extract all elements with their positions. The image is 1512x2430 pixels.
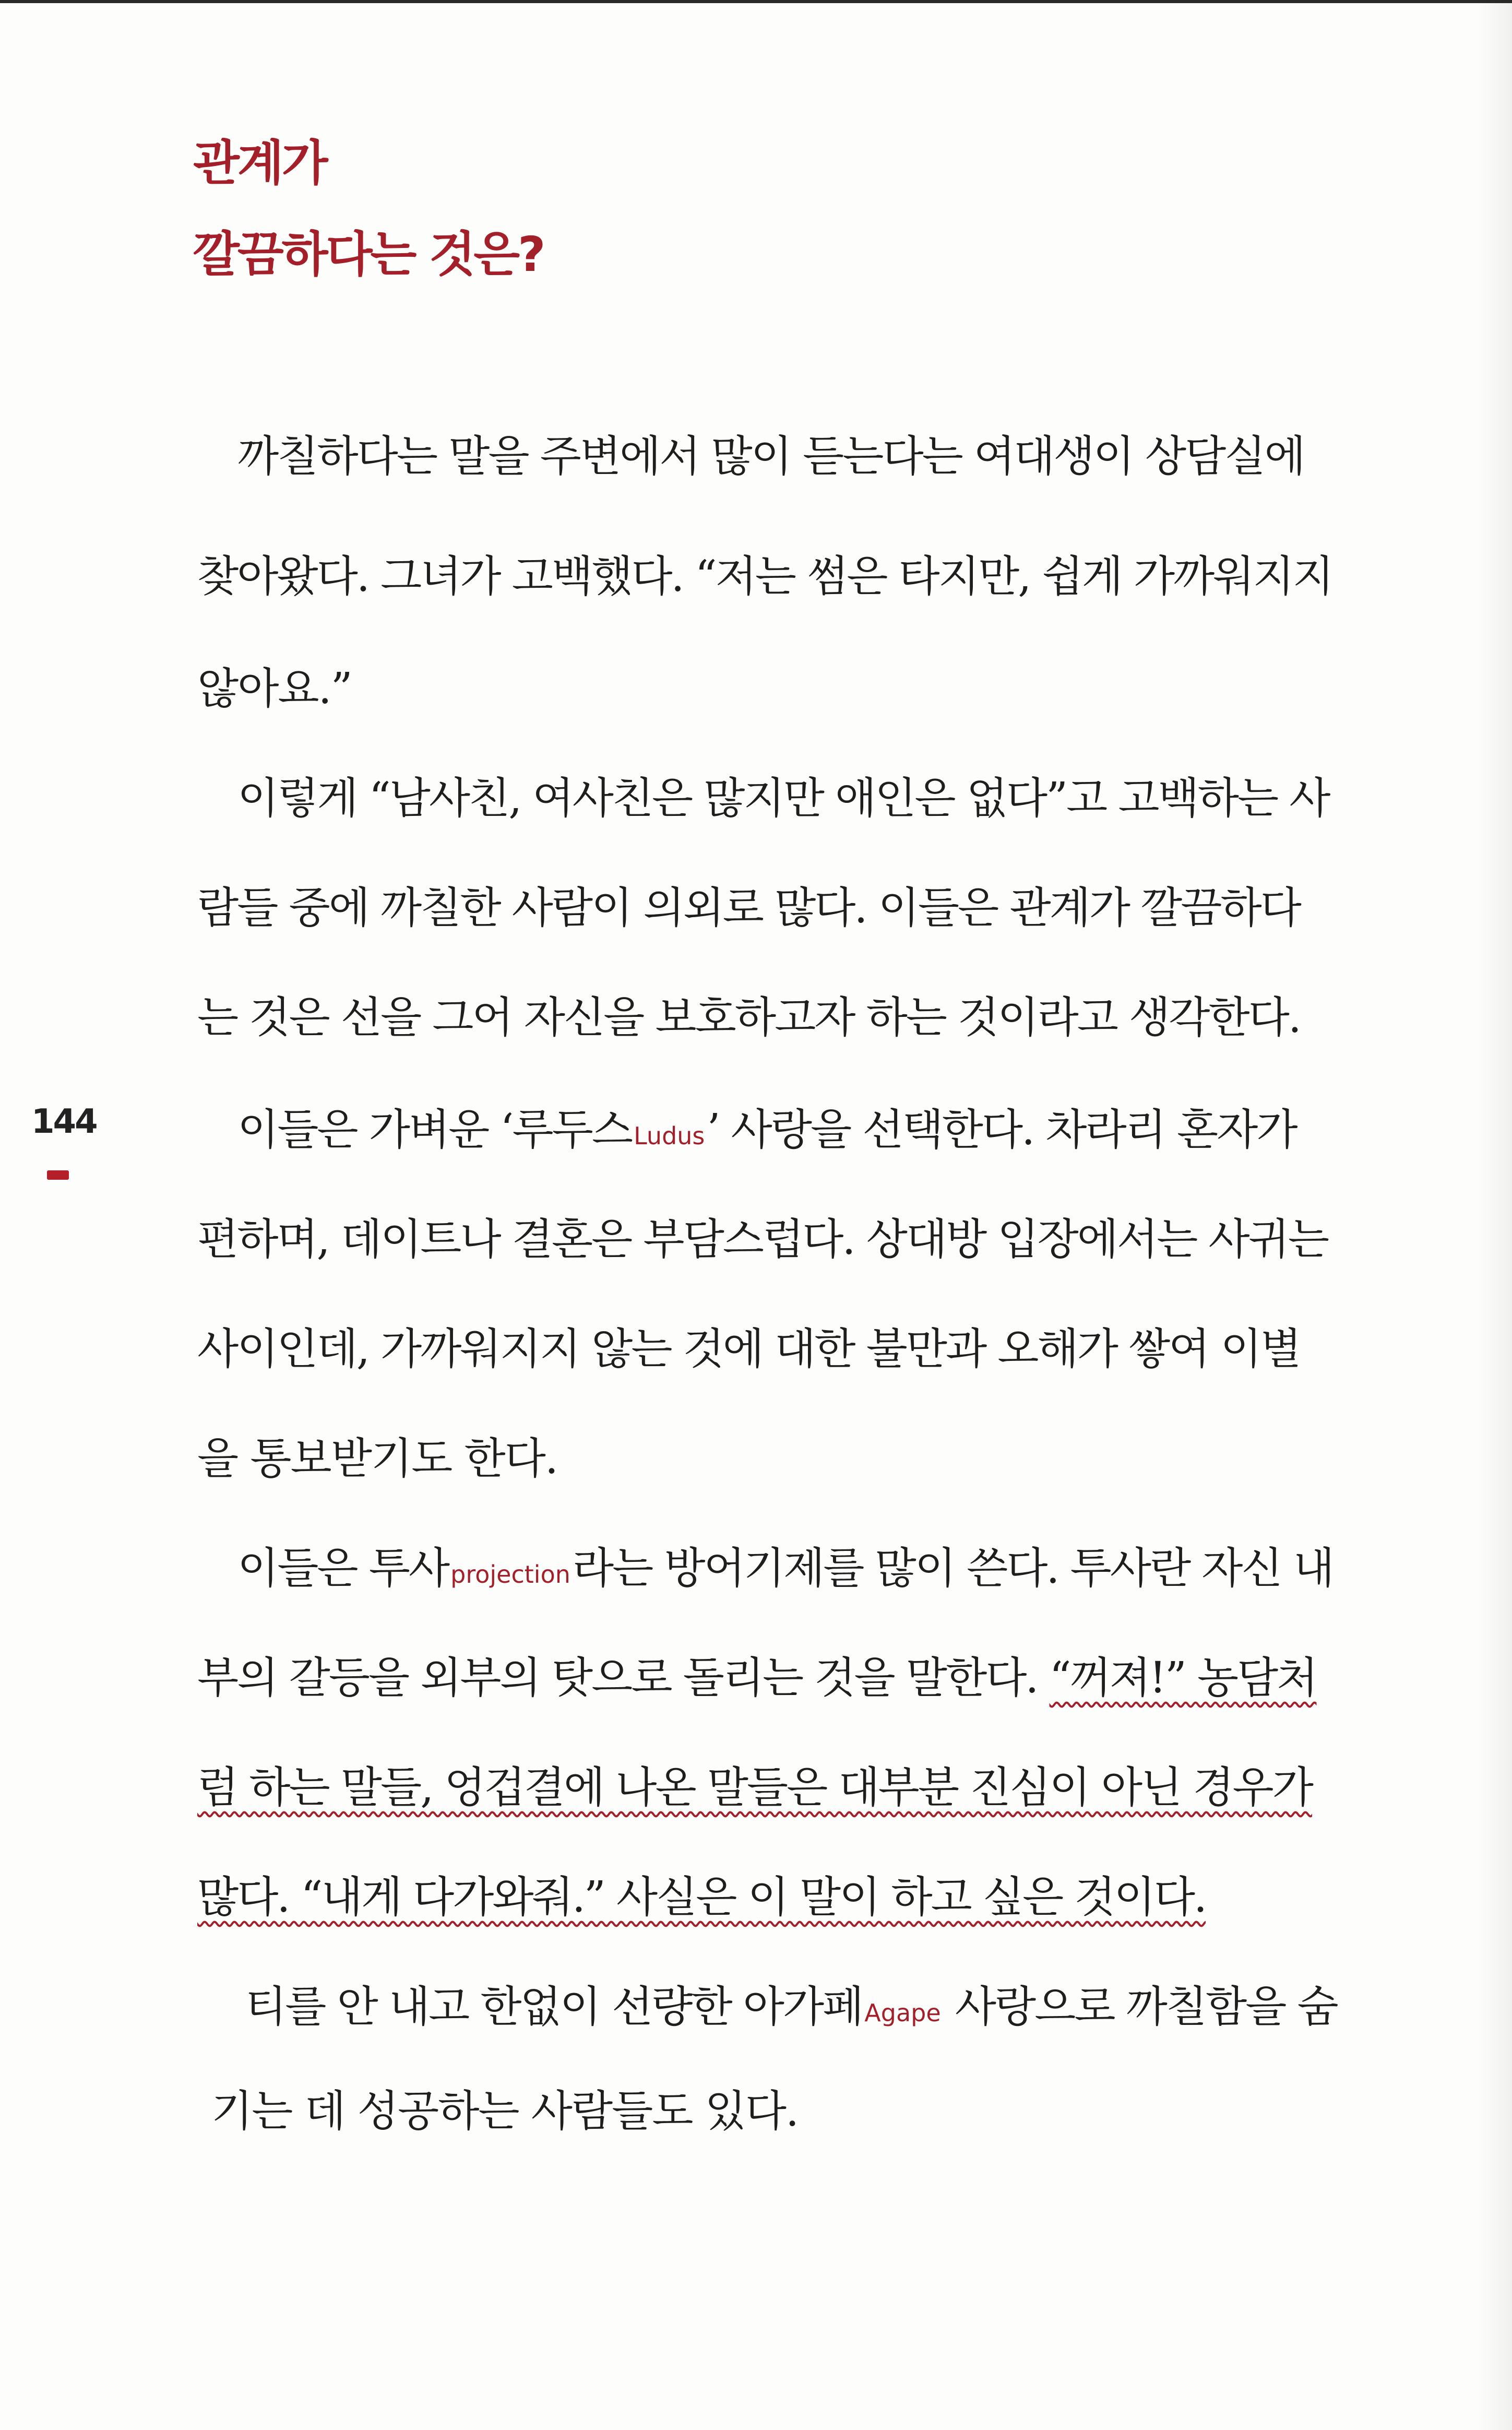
page-number-marker [47, 1170, 69, 1180]
paragraph-3-line-3: 사이인데, 가까워지지 않는 것에 대한 불만과 오해가 쌓여 이별 [197, 1324, 1300, 1374]
paragraph-3-line-4: 을 통보받기도 한다. [197, 1434, 557, 1484]
paragraph-4-line-3 [197, 1759, 1312, 1817]
paragraph-5-line-1-start: 티를 안 내고 한없이 선량한 아가페 [245, 1982, 863, 2032]
paragraph-2-line-3: 는 것은 선을 그어 자신을 보호하고자 하는 것이라고 생각한다. [197, 993, 1300, 1042]
chapter-title [193, 117, 544, 300]
paragraph-4-line-2-start: 부의 갈등을 외부의 탓으로 돌리는 것을 말한다. [197, 1653, 1050, 1703]
gloss-agape: Agape [864, 1999, 941, 2027]
paragraph-1-line-2: 찾아왔다. 그녀가 고백했다. “저는 썸은 타지만, 쉽게 가까워지지 [197, 552, 1332, 601]
paragraph-3-line-2: 편하며, 데이트나 결혼은 부담스럽다. 상대방 입장에서는 사귀는 [197, 1215, 1328, 1264]
paragraph-4-line-1-start: 이들은 투사 [237, 1544, 449, 1593]
paragraph-3-line-1-end: ’ 사랑을 선택한다. 차라리 혼자가 [707, 1105, 1296, 1155]
paragraph-4-line-1 [237, 1540, 1333, 1597]
paragraph-4-line-4 [197, 1869, 1206, 1926]
paragraph-1-line-1: 까칠하다는 말을 주변에서 많이 듣는다는 여대생이 상담실에 [237, 432, 1304, 481]
paragraph-1-line-3: 않아요.” [197, 664, 352, 714]
paragraph-5-line-2: 기는 데 성공하는 사람들도 있다. [211, 2087, 799, 2136]
underlined-phrase-1: “꺼져!” 농담처 [1049, 1653, 1317, 1703]
underlined-phrase-2: 럼 하는 말들, 엉겁결에 나온 말들은 대부분 진심이 아닌 경우가 [197, 1763, 1312, 1812]
paragraph-3-line-1-start: 이들은 가벼운 ‘루두스 [237, 1105, 632, 1155]
spine-shadow [1475, 0, 1512, 2430]
paragraph-4-line-2 [197, 1650, 1316, 1707]
page-top-edge [0, 0, 1512, 3]
page-number: 144 [31, 1103, 97, 1141]
paragraph-2-line-2: 람들 중에 까칠한 사람이 의외로 많다. 이들은 관계가 깔끔하다 [197, 883, 1300, 933]
underlined-phrase-3: 많다. “내게 다가와줘.” 사실은 이 말이 하고 싶은 것이다. [197, 1872, 1206, 1922]
paragraph-3-line-1 [237, 1101, 1296, 1159]
paragraph-5-line-1 [245, 1978, 1337, 2036]
paragraph-4-line-1-end: 라는 방어기제를 많이 쓴다. 투사란 자신 내 [572, 1544, 1333, 1593]
paragraph-2-line-1: 이렇게 “남사친, 여사친은 많지만 애인은 없다”고 고백하는 사 [237, 774, 1329, 823]
paragraph-5-line-1-end: 사랑으로 까칠함을 숨 [943, 1982, 1337, 2032]
gloss-ludus: Ludus [634, 1122, 705, 1150]
gloss-projection: projection [450, 1560, 570, 1589]
chapter-title-line-2: 깔끔하다는 것은? [193, 227, 544, 282]
chapter-title-line-1: 관계가 [193, 135, 326, 191]
